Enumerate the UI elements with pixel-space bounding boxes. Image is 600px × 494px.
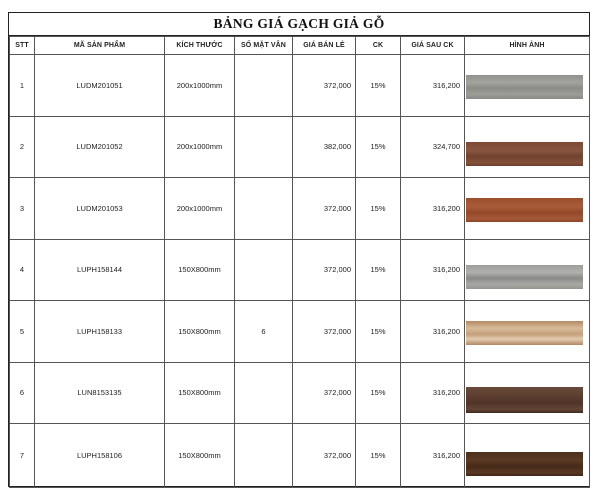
cell-retail-price: 372,000 bbox=[293, 239, 356, 301]
cell-price-after-discount: 316,200 bbox=[401, 55, 465, 117]
header-image: HÌNH ẢNH bbox=[465, 37, 590, 55]
cell-face-count bbox=[235, 116, 293, 178]
cell-face-count bbox=[235, 178, 293, 240]
cell-discount: 15% bbox=[356, 55, 401, 117]
cell-price-after-discount: 316,200 bbox=[401, 362, 465, 424]
cell-product-code: LUDM201051 bbox=[35, 55, 165, 117]
cell-stt: 6 bbox=[10, 362, 35, 424]
weathered-grey-wood-tile-image bbox=[466, 265, 583, 289]
cell-discount: 15% bbox=[356, 116, 401, 178]
cell-retail-price: 372,000 bbox=[293, 362, 356, 424]
grey-wood-tile-image bbox=[466, 75, 583, 99]
cell-image bbox=[465, 239, 590, 301]
table-row bbox=[10, 55, 590, 117]
cell-stt: 2 bbox=[10, 116, 35, 178]
header-retail-price: GIÁ BÁN LẺ bbox=[293, 37, 356, 55]
light-oak-wood-tile-image bbox=[466, 321, 583, 345]
cell-price-after-discount: 316,200 bbox=[401, 178, 465, 240]
header-price-after-discount: GIÁ SAU CK bbox=[401, 37, 465, 55]
cell-product-code: LUDM201053 bbox=[35, 178, 165, 240]
cell-image bbox=[465, 55, 590, 117]
cell-retail-price: 382,000 bbox=[293, 116, 356, 178]
header-size: KÍCH THƯỚC bbox=[165, 37, 235, 55]
header-product-code: MÃ SẢN PHẨM bbox=[35, 37, 165, 55]
cell-product-code: LUPH158144 bbox=[35, 239, 165, 301]
cell-price-after-discount: 316,200 bbox=[401, 301, 465, 363]
cell-face-count bbox=[235, 239, 293, 301]
cell-product-code: LUPH158133 bbox=[35, 301, 165, 363]
header-row bbox=[10, 37, 590, 55]
cell-face-count bbox=[235, 55, 293, 117]
cell-stt: 4 bbox=[10, 239, 35, 301]
header-stt: STT bbox=[10, 37, 35, 55]
table-row bbox=[10, 424, 590, 488]
cell-discount: 15% bbox=[356, 239, 401, 301]
cell-size: 200x1000mm bbox=[165, 55, 235, 117]
cell-size: 150X800mm bbox=[165, 239, 235, 301]
header-face-count: SỐ MẶT VÂN bbox=[235, 37, 293, 55]
cell-retail-price: 372,000 bbox=[293, 424, 356, 488]
cell-size: 200x1000mm bbox=[165, 116, 235, 178]
cell-price-after-discount: 316,200 bbox=[401, 424, 465, 488]
cell-discount: 15% bbox=[356, 362, 401, 424]
cell-retail-price: 372,000 bbox=[293, 301, 356, 363]
walnut-wood-tile-image bbox=[466, 452, 583, 476]
cell-discount: 15% bbox=[356, 424, 401, 488]
cell-stt: 1 bbox=[10, 55, 35, 117]
cell-price-after-discount: 324,700 bbox=[401, 116, 465, 178]
price-sheet bbox=[8, 12, 590, 487]
header-discount: CK bbox=[356, 37, 401, 55]
cell-stt: 5 bbox=[10, 301, 35, 363]
cell-face-count: 6 bbox=[235, 301, 293, 363]
cell-price-after-discount: 316,200 bbox=[401, 239, 465, 301]
cell-size: 150X800mm bbox=[165, 301, 235, 363]
table-row bbox=[10, 178, 590, 240]
cell-retail-price: 372,000 bbox=[293, 55, 356, 117]
page-title: BẢNG GIÁ GẠCH GIẢ GỖ bbox=[9, 13, 589, 36]
table-row bbox=[10, 116, 590, 178]
table-row bbox=[10, 239, 590, 301]
cell-size: 150X800mm bbox=[165, 424, 235, 488]
cell-discount: 15% bbox=[356, 178, 401, 240]
price-table bbox=[9, 36, 590, 488]
dark-brown-wood-tile-image bbox=[466, 387, 583, 413]
cell-size: 150X800mm bbox=[165, 362, 235, 424]
cell-product-code: LUN8153135 bbox=[35, 362, 165, 424]
table-row bbox=[10, 362, 590, 424]
cell-image bbox=[465, 301, 590, 363]
brown-wood-tile-image bbox=[466, 142, 583, 166]
cell-stt: 3 bbox=[10, 178, 35, 240]
cell-face-count bbox=[235, 424, 293, 488]
cell-retail-price: 372,000 bbox=[293, 178, 356, 240]
cell-image bbox=[465, 362, 590, 424]
reddish-brown-wood-tile-image bbox=[466, 198, 583, 222]
cell-size: 200x1000mm bbox=[165, 178, 235, 240]
cell-discount: 15% bbox=[356, 301, 401, 363]
cell-image bbox=[465, 424, 590, 488]
cell-product-code: LUDM201052 bbox=[35, 116, 165, 178]
cell-image bbox=[465, 178, 590, 240]
cell-stt: 7 bbox=[10, 424, 35, 488]
cell-image bbox=[465, 116, 590, 178]
table-row bbox=[10, 301, 590, 363]
cell-face-count bbox=[235, 362, 293, 424]
cell-product-code: LUPH158106 bbox=[35, 424, 165, 488]
